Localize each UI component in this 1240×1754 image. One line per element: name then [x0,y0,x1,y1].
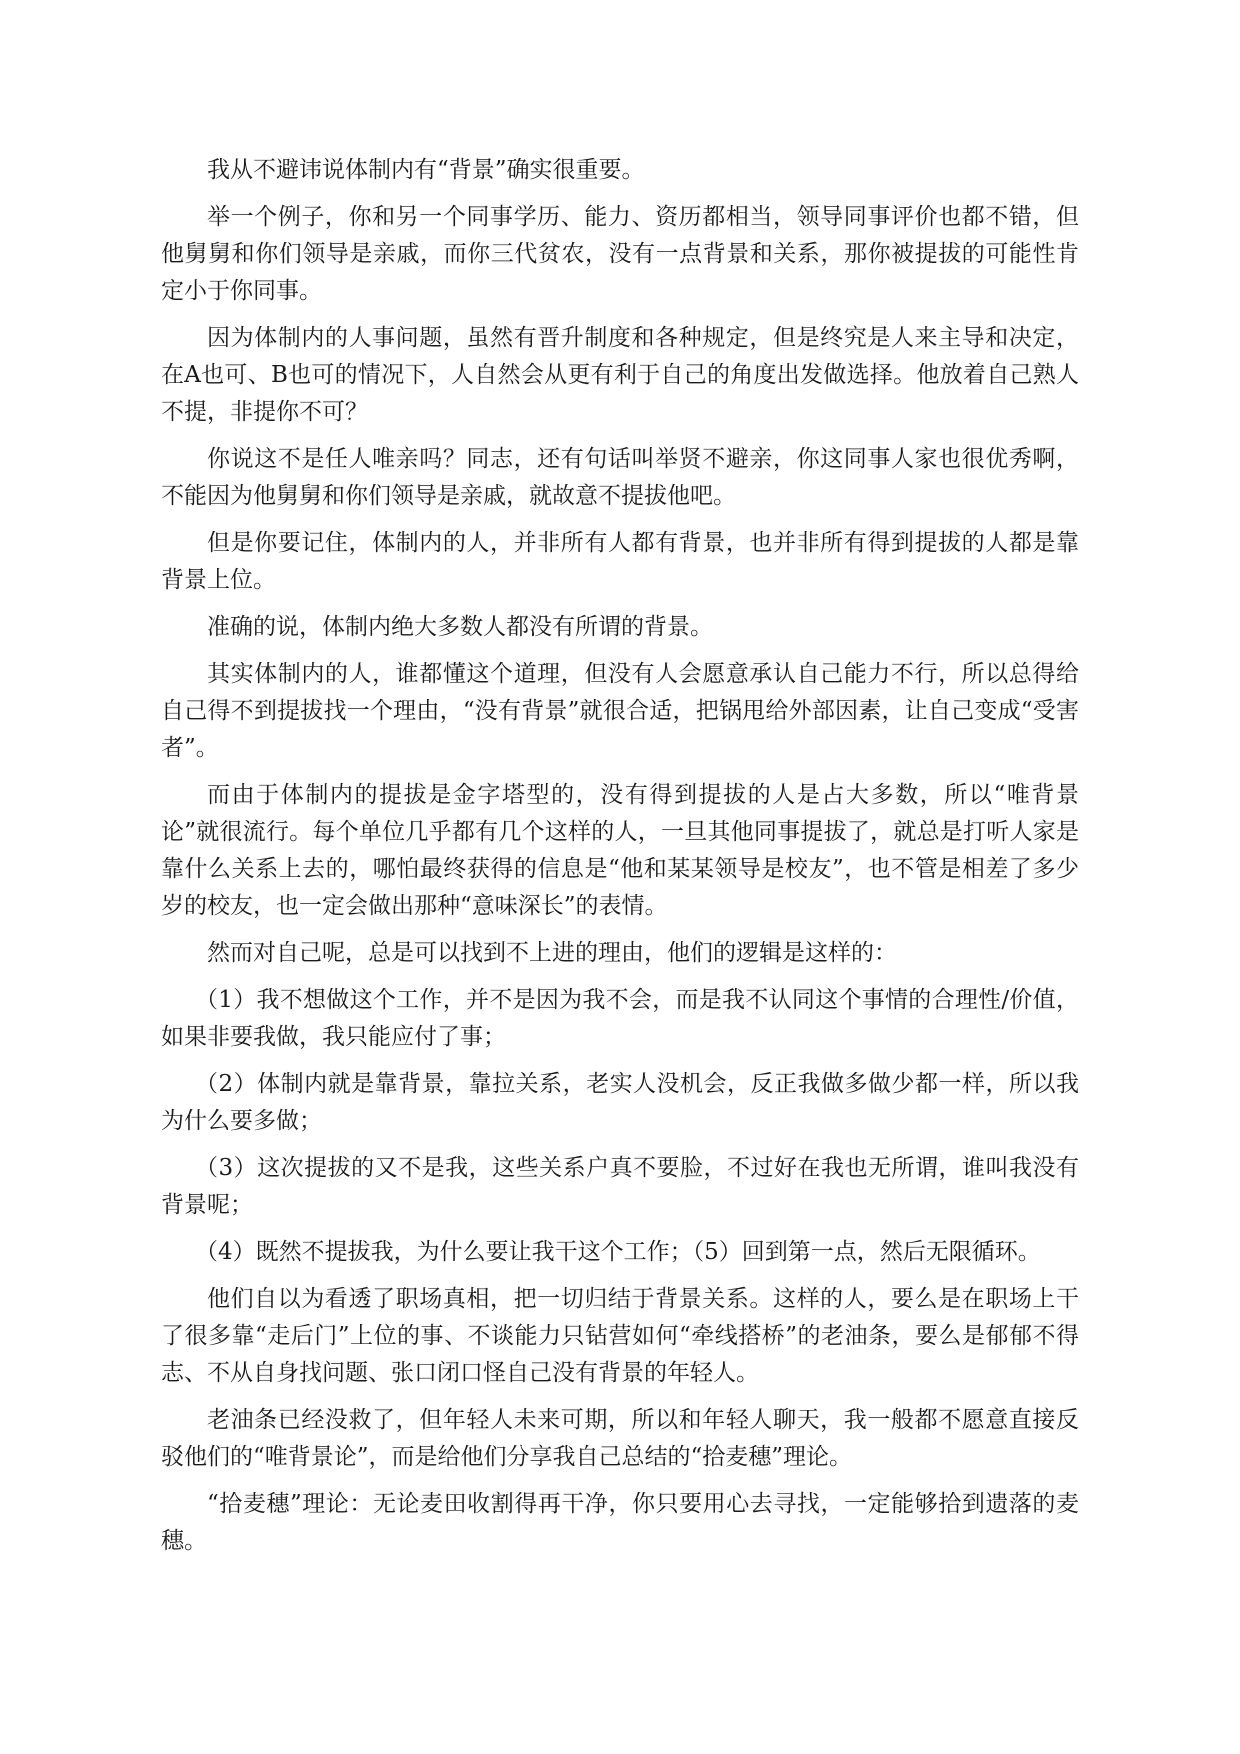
paragraph-example: 举一个例子，你和另一个同事学历、能力、资历都相当，领导同事评价也都不错，但他舅舅和你们领导是亲戚，而你三代贫农，没有一点背景和关系，那你被提拔的可能性肯定小于你同事。 [161,204,1079,304]
list-item-2: （2）体制内就是靠背景，靠拉关系，老实人没机会，反正我做多做少都一样，所以我为什么要多做； [161,1071,1079,1134]
paragraph-majority: 准确的说，体制内绝大多数人都没有所谓的背景。 [207,614,713,640]
list-item-4-5: （4）既然不提拔我，为什么要让我干这个工作；（5）回到第一点，然后无限循环。 [195,1239,1041,1265]
paragraph-theory: “拾麦穗”理论：无论麦田收割得再干净，你只要用心去寻找，一定能够拾到遗落的麦穗。 [161,1491,1079,1554]
document-page [161,152,1079,1570]
paragraph-logic: 然而对自己呢，总是可以找到不上进的理由，他们的逻辑是这样的： [207,940,897,966]
paragraph-remember: 但是你要记住，体制内的人，并非所有人都有背景，也并非所有得到提拔的人都是靠背景上位。 [161,530,1079,593]
paragraph-reason: 因为体制内的人事问题，虽然有晋升制度和各种规定，但是终究是人来主导和决定，在A也可、B也可的情况下，人自然会从更有利于自己的角度出发做选择。他放着自己熟人不提，非提你不可？ [161,325,1079,425]
paragraph-excuse: 其实体制内的人，谁都懂这个道理，但没有人会愿意承认自己能力不行，所以总得给自己得不到提拔找一个理由，“没有背景”就很合适，把锅甩给外部因素，让自己变成“受害者”。 [161,661,1079,761]
paragraph-types: 他们自以为看透了职场真相，把一切归结于背景关系。这样的人，要么是在职场上干了很多靠“走后门”上位的事、不谈能力只钻营如何“牵线搭桥”的老油条，要么是郁郁不得志、不从自身找问题、张口闭口怪自己没有背景的年轻人。 [161,1286,1079,1386]
list-item-1: （1）我不想做这个工作，并不是因为我不会，而是我不认同这个事情的合理性/价值，如果非要我做，我只能应付了事； [161,987,1079,1050]
paragraph-pyramid: 而由于体制内的提拔是金字塔型的，没有得到提拔的人是占大多数，所以“唯背景论”就很流行。每个单位几乎都有几个这样的人，一旦其他同事提拔了，就总是打听人家是靠什么关系上去的，哪怕最终获得的信息是“他和某某领导是校友”，也不管是相差了多少岁的校友，也一定会做出那种“意味深长”的表情。 [161,782,1079,919]
paragraph-young: 老油条已经没救了，但年轻人未来可期，所以和年轻人聊天，我一般都不愿意直接反驳他们的“唯背景论”，而是给他们分享我自己总结的“拾麦穗”理论。 [161,1407,1079,1470]
paragraph-intro: 我从不避讳说体制内有“背景”确实很重要。 [207,157,645,183]
paragraph-nepotism: 你说这不是任人唯亲吗？同志，还有句话叫举贤不避亲，你这同事人家也很优秀啊，不能因为他舅舅和你们领导是亲戚，就故意不提拔他吧。 [161,446,1079,509]
list-item-3: （3）这次提拔的又不是我，这些关系户真不要脸，不过好在我也无所谓，谁叫我没有背景呢； [161,1155,1079,1218]
